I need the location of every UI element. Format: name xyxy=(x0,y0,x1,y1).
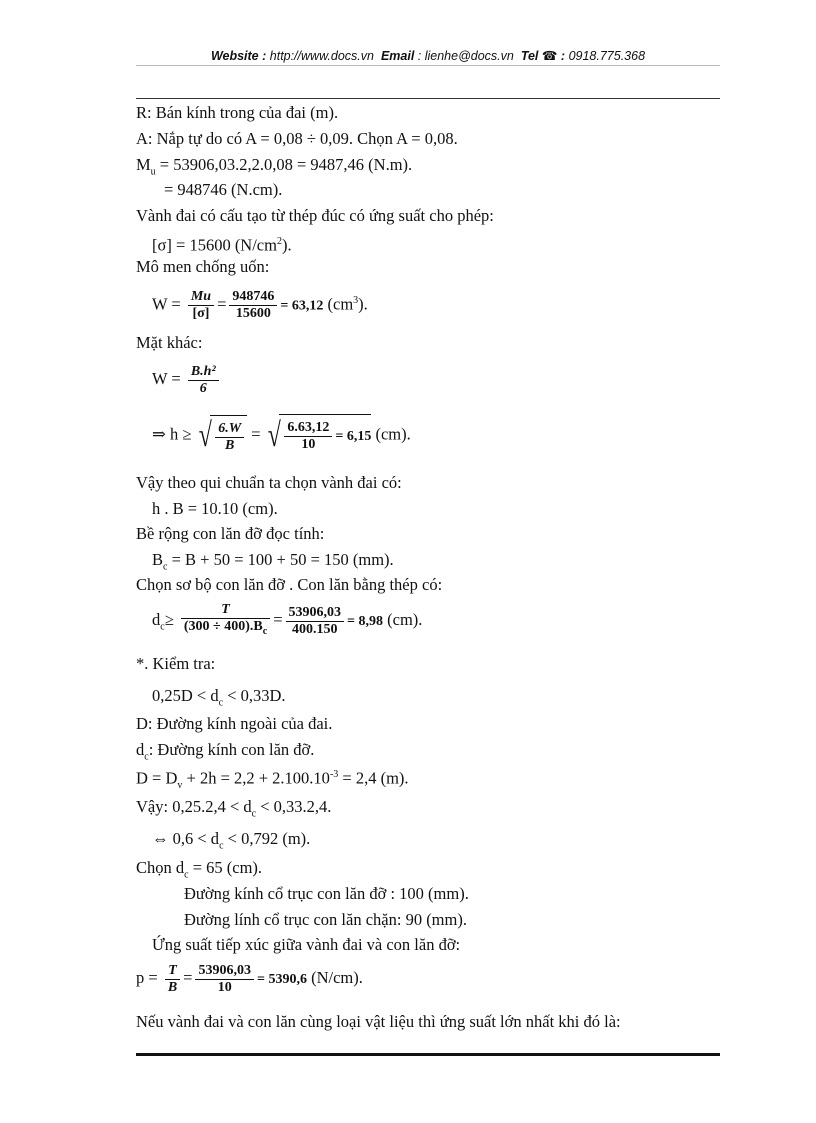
subscript: c xyxy=(262,626,268,638)
text-line: *. Kiểm tra: xyxy=(136,654,216,673)
numerator: 6.W xyxy=(215,421,244,438)
numerator: 6.63,12 xyxy=(284,420,332,437)
text-line: = 948746 (N.cm). xyxy=(164,180,283,199)
formula-lhs: p = xyxy=(136,968,158,987)
text-line xyxy=(152,550,394,577)
text-span: = 2,4 (m). xyxy=(338,768,409,788)
unit: (N/cm). xyxy=(311,968,363,987)
text-line: h . B = 10.10 (cm). xyxy=(152,499,278,518)
text-line: Đường lính cổ trục con lăn chặn: 90 (mm). xyxy=(184,910,467,929)
text-span: = B + 50 = 100 + 50 = 150 (mm). xyxy=(167,550,394,569)
text-span: 0,25D < d xyxy=(152,686,219,705)
fraction xyxy=(188,289,214,322)
website-url[interactable]: http://www.docs.vn xyxy=(269,49,374,63)
numerator: B.h² xyxy=(188,364,219,381)
subscript: c xyxy=(218,697,224,709)
subscript: c xyxy=(184,869,189,881)
unit: (cm). xyxy=(375,424,411,444)
subscript: c xyxy=(219,840,224,852)
text-line: D: Đường kính ngoài của đai. xyxy=(136,714,333,733)
superscript: -3 xyxy=(329,769,339,780)
denominator: B xyxy=(224,437,235,453)
denominator: [σ] xyxy=(192,306,210,322)
fraction xyxy=(286,605,345,638)
text-line: R: Bán kính trong của đai (m). xyxy=(136,103,339,122)
text-line: Vậy theo qui chuẩn ta chọn vành đai có: xyxy=(136,473,402,492)
fraction xyxy=(165,963,180,996)
text-span: < 0,33.2,4. xyxy=(256,797,332,816)
formula-h: ⇒ h ≥ √ $\frac{6.W}{B}$ = √ $\frac{6.63,12}{10}$ = 6,15 (cm). xyxy=(152,414,411,457)
text-line xyxy=(136,740,314,767)
denominator: B xyxy=(167,979,178,995)
sqrt-body xyxy=(210,415,247,456)
result: = 6,15 xyxy=(335,429,372,444)
text-line: Chọn sơ bộ con lăn đỡ . Con lăn bằng thép có: xyxy=(136,575,443,594)
result: = 5390,6 xyxy=(256,972,307,987)
text-span: ). xyxy=(281,235,292,255)
operator: ≥ xyxy=(164,610,174,629)
text-line: Vành đai có cấu tạo từ thép đúc có ứng suất cho phép: xyxy=(136,206,494,225)
text-line: Ứng suất tiếp xúc giữa vành đai và con lăn đỡ: xyxy=(152,935,461,954)
fraction xyxy=(215,421,244,454)
formula-w1: W = $\frac{Mu}{[\sigma]}$ = $\frac{948746}{15600}$ = 63,12 $(cm^3)$. xyxy=(152,289,368,322)
text-line xyxy=(136,155,412,182)
formula-p: p = $\frac{T}{B}$ = $\frac{53906,03}{10}$ = 5390,6 (N/cm). xyxy=(136,962,363,995)
sqrt-icon: √ xyxy=(198,416,212,454)
text-line: Đường kính cổ trục con lăn đỡ : 100 (mm). xyxy=(184,884,469,903)
numerator: T xyxy=(181,602,270,619)
numerator: Mu xyxy=(188,289,214,306)
denominator xyxy=(181,619,270,640)
header-divider xyxy=(136,65,720,66)
superscript: 2 xyxy=(276,236,282,247)
text-span: < 0,33D. xyxy=(223,686,286,705)
text-line xyxy=(136,858,262,885)
text-span: : Đường kính con lăn đỡ. xyxy=(148,740,315,759)
superscript: 3 xyxy=(353,295,359,306)
numerator: 948746 xyxy=(229,289,277,306)
text-span: B xyxy=(152,550,164,569)
numerator: 53906,03 xyxy=(286,605,345,622)
text-span: Vậy: 0,25.2,4 < d xyxy=(136,797,252,816)
formula-lhs: W = xyxy=(152,294,181,314)
unit: ). xyxy=(358,294,368,314)
numerator: T xyxy=(165,963,180,980)
denominator: 15600 xyxy=(235,306,271,322)
content-top-rule xyxy=(136,98,720,99)
subscript: v xyxy=(177,779,183,791)
denominator: 10 xyxy=(301,436,316,452)
text-span: D = D xyxy=(136,768,178,788)
denominator: 6 xyxy=(199,380,207,396)
tel-label: Tel ☎ : xyxy=(520,49,566,63)
email-label: Email xyxy=(380,49,415,63)
denominator: 10 xyxy=(217,979,232,995)
fraction xyxy=(284,420,332,453)
text-line xyxy=(136,765,409,796)
unit: (cm). xyxy=(387,610,423,629)
sqrt-icon: √ xyxy=(267,416,281,454)
fraction xyxy=(195,963,254,996)
text-line xyxy=(152,686,286,713)
denominator-text: (300 ÷ 400).B xyxy=(183,619,263,635)
email-address[interactable]: : lienhe@docs.vn xyxy=(417,49,514,63)
formula-lhs: d xyxy=(152,610,161,629)
text-span: [σ] = 15600 (N/cm xyxy=(152,235,277,255)
tel-number: 0918.775.368 xyxy=(568,49,646,63)
text-span: = 65 (cm). xyxy=(188,858,263,877)
formula-dc: $d_c\ge$ $\frac{T}{(300 \div 400).B_c}$ = $\frac{53906,03}{400.150}$ = 8,98 (cm). xyxy=(152,600,422,647)
text-line: A: Nắp tự do có A = 0,08 ÷ 0,09. Chọn A = 0,08. xyxy=(136,129,458,148)
website-label: Website : xyxy=(210,49,267,63)
formula-lhs: W = xyxy=(152,369,181,388)
footer-rule xyxy=(136,1053,720,1056)
result: = 8,98 xyxy=(347,614,383,629)
text-span: ⇔ 0,6 < d xyxy=(152,829,220,848)
text-line: Mặt khác: xyxy=(136,333,203,352)
text-span: d xyxy=(136,740,145,759)
page-header xyxy=(136,48,720,63)
subscript: c xyxy=(251,808,257,820)
text-span: = 53906,03.2,2.0,08 = 9487,46 (N.m). xyxy=(155,155,413,174)
text-line xyxy=(152,829,310,856)
fraction xyxy=(229,289,277,322)
text-span: < 0,792 (m). xyxy=(223,829,311,848)
text-span: + 2h = 2,2 + 2.100.10 xyxy=(182,768,330,788)
text-span: M xyxy=(136,155,151,174)
result: = 63,12 xyxy=(280,298,324,314)
text-span: Chọn d xyxy=(136,858,185,877)
text-line: Nếu vành đai và con lăn cùng loại vật liệu thì ứng suất lớn nhất khi đó là: xyxy=(136,1012,621,1031)
subscript: c xyxy=(160,621,165,633)
text-line: Mô men chống uốn: xyxy=(136,257,270,276)
text-line xyxy=(136,797,331,824)
fraction xyxy=(181,602,270,640)
formula-lhs: ⇒ h ≥ xyxy=(152,424,192,444)
subscript: c xyxy=(163,561,168,573)
text-line: Bề rộng con lăn đỡ đọc tính: xyxy=(136,524,325,543)
subscript: c xyxy=(144,751,149,763)
subscript: u xyxy=(150,166,156,178)
numerator: 53906,03 xyxy=(195,963,254,980)
formula-w2 xyxy=(152,360,222,398)
denominator: 400.150 xyxy=(292,621,338,637)
sqrt-body xyxy=(279,414,371,457)
unit: (cm xyxy=(327,294,354,314)
text-line xyxy=(152,232,292,256)
fraction xyxy=(188,364,219,397)
